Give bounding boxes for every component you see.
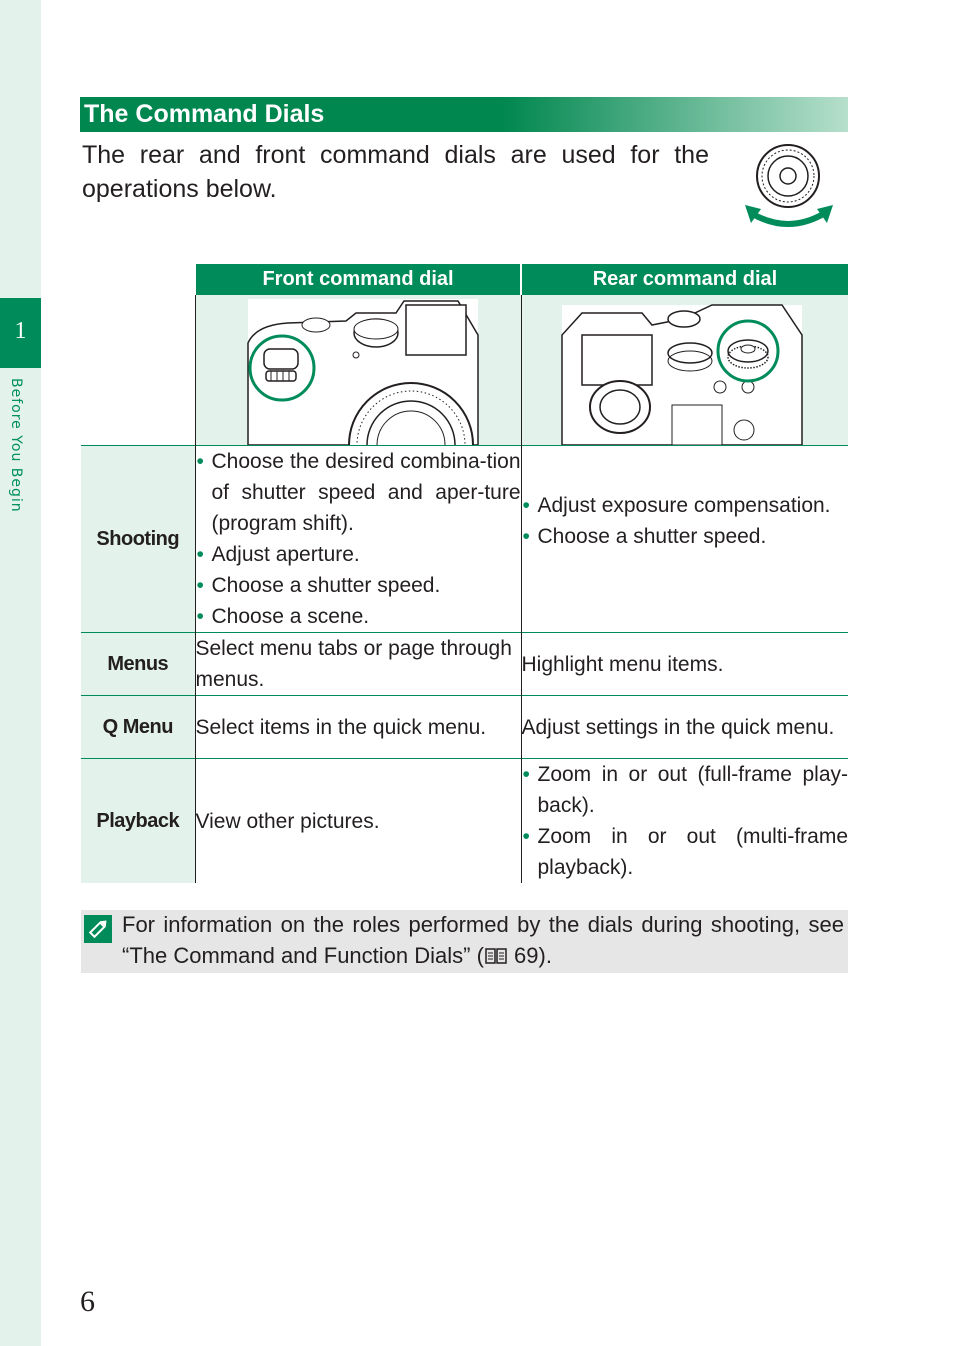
table-corner — [81, 264, 195, 295]
column-header-rear: Rear command dial — [521, 264, 848, 295]
column-header-front: Front command dial — [195, 264, 521, 295]
rear-dial-camera-illustration — [522, 295, 849, 445]
row-header-menus: Menus — [81, 633, 195, 696]
table-corner-image-row — [81, 295, 195, 446]
command-dial-icon — [745, 143, 833, 235]
chapter-number: 1 — [14, 318, 27, 344]
side-strip — [0, 0, 41, 1346]
intro-text: The rear and front command dials are used for the operations below. — [82, 141, 709, 203]
front-dial-camera-illustration — [196, 295, 522, 445]
playback-rear-list — [522, 759, 849, 883]
rear-dial-image-cell — [521, 295, 848, 446]
list-item: • Zoom in or out (full-frame play-back). — [522, 759, 849, 821]
table-row-shooting — [81, 446, 848, 633]
command-dials-table — [81, 264, 848, 883]
row-header-q-menu: Q Menu — [81, 696, 195, 759]
shooting-rear-cell — [521, 446, 848, 633]
note-text — [122, 909, 844, 971]
list-item: • Choose a shutter speed. — [196, 570, 521, 601]
page-number: 6 — [80, 1285, 95, 1318]
menus-front-cell: Select menu tabs or page through menus. — [195, 633, 521, 696]
list-item: • Adjust exposure compensation. — [522, 490, 849, 521]
row-header-shooting: Shooting — [81, 446, 195, 633]
table-row-menus — [81, 633, 848, 696]
list-item: • Adjust aperture. — [196, 539, 521, 570]
row-header-playback: Playback — [81, 759, 195, 884]
note-text-end: ). — [538, 943, 552, 968]
note-page-ref[interactable]: 69 — [514, 943, 539, 968]
section-heading — [80, 97, 848, 132]
list-item: • Choose a scene. — [196, 601, 521, 632]
q-menu-rear-cell: Adjust settings in the quick menu. — [521, 696, 848, 759]
playback-front-cell: View other pictures. — [195, 759, 521, 884]
section-title: The Command Dials — [84, 100, 325, 128]
list-item: • Choose a shutter speed. — [522, 521, 849, 552]
chapter-name: Before You Begin — [8, 378, 24, 513]
table-row-q-menu — [81, 696, 848, 759]
note-box — [81, 910, 848, 973]
shooting-front-cell — [195, 446, 521, 633]
front-dial-image-cell — [195, 295, 521, 446]
list-item: • Zoom in or out (multi-frame playback). — [522, 821, 849, 883]
book-icon — [484, 946, 508, 966]
shooting-rear-list — [522, 490, 849, 552]
note-pencil-icon — [83, 914, 113, 944]
list-item: • Choose the desired combina-tion of shutter speed and aper-ture (program shift). — [196, 446, 521, 539]
playback-rear-cell — [521, 759, 848, 884]
q-menu-front-cell: Select items in the quick menu. — [195, 696, 521, 759]
shooting-front-list — [196, 446, 521, 632]
note-text-start: For information on the roles performed by the dials during shooting, see “The Command and Function Dials” ( — [122, 912, 844, 968]
menus-rear-cell: Highlight menu items. — [521, 633, 848, 696]
table-row-playback — [81, 759, 848, 884]
